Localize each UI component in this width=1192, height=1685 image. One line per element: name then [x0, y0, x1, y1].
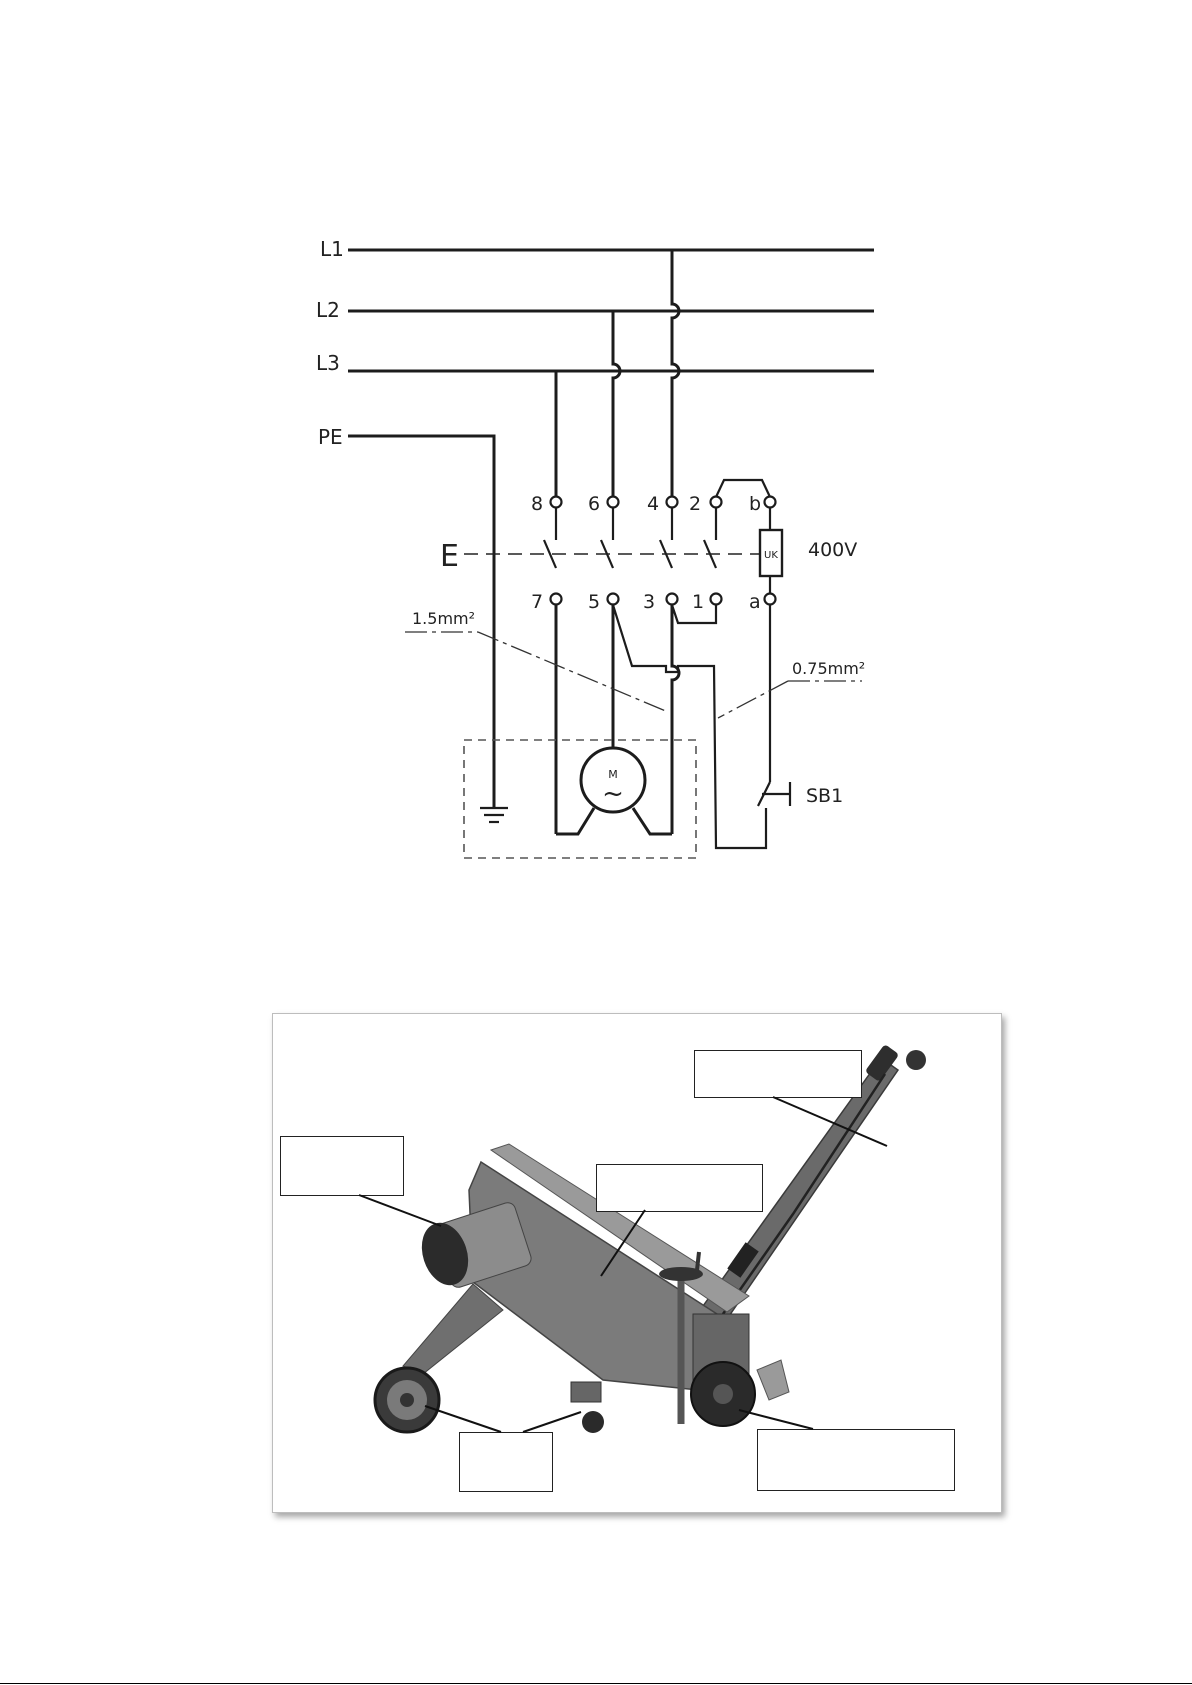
terminal-2	[711, 497, 722, 508]
terminal-label-5: 5	[588, 591, 601, 613]
terminal-label-6: 6	[588, 493, 601, 515]
rear-frame	[403, 1284, 503, 1374]
terminal-a	[765, 594, 776, 605]
terminal-1	[711, 594, 722, 605]
wire-size-power: 1.5mm²	[412, 609, 476, 628]
terminal-label-7: 7	[531, 591, 544, 613]
wire-3-motor	[672, 605, 679, 834]
guard-callout	[596, 1164, 763, 1212]
wheels-callout	[459, 1432, 553, 1492]
terminal-5	[608, 594, 619, 605]
blade-guard-flap	[757, 1360, 789, 1400]
line-label-pe: PE	[318, 425, 343, 449]
terminal-label-4: 4	[647, 493, 660, 515]
pushbutton-sb1-icon	[758, 782, 790, 806]
wire-size-control: 0.75mm²	[792, 659, 866, 678]
line-label-l1: L1	[320, 237, 344, 261]
bridge-2-b	[716, 480, 770, 497]
terminal-8	[551, 497, 562, 508]
terminal-3	[667, 594, 678, 605]
terminal-6	[608, 497, 619, 508]
terminal-4	[667, 497, 678, 508]
motor-enclosure	[464, 740, 696, 858]
cutter-callout	[757, 1429, 955, 1491]
handle-knob-icon	[906, 1050, 926, 1070]
drop-l2	[613, 311, 620, 496]
terminal-b	[765, 497, 776, 508]
line-label-l2: L2	[316, 298, 340, 322]
pushbutton-label: SB1	[806, 785, 844, 807]
drop-l1	[672, 250, 679, 496]
motor-phase-symbol: ~	[602, 779, 624, 809]
terminal-7	[551, 594, 562, 605]
caster-bracket	[571, 1382, 601, 1402]
terminal-label-1: 1	[692, 591, 705, 613]
coil-label: UK	[764, 550, 778, 561]
wire-size-control-leader	[718, 681, 788, 718]
rear-wheel-hub	[400, 1393, 414, 1407]
ground-icon	[480, 808, 508, 822]
terminal-label-8: 8	[531, 493, 544, 515]
motor-callout	[280, 1136, 404, 1196]
caster-wheel	[582, 1411, 604, 1433]
page-bottom-rule	[0, 1683, 1192, 1684]
terminal-label-3: 3	[643, 591, 656, 613]
terminal-label-b: b	[749, 493, 762, 515]
terminal-label-2: 2	[689, 493, 702, 515]
line-label-l3: L3	[316, 351, 340, 375]
handle-callout	[694, 1050, 862, 1098]
terminal-label-a: a	[749, 591, 761, 613]
wire-size-power-leader	[478, 632, 668, 712]
depth-handwheel-knob	[697, 1252, 699, 1270]
switch-label-e: E	[440, 539, 459, 574]
machine-photo-panel	[272, 1013, 1002, 1513]
coil-voltage: 400V	[808, 539, 858, 561]
cutter-hub	[713, 1384, 733, 1404]
motor-symbol: M	[608, 768, 618, 781]
